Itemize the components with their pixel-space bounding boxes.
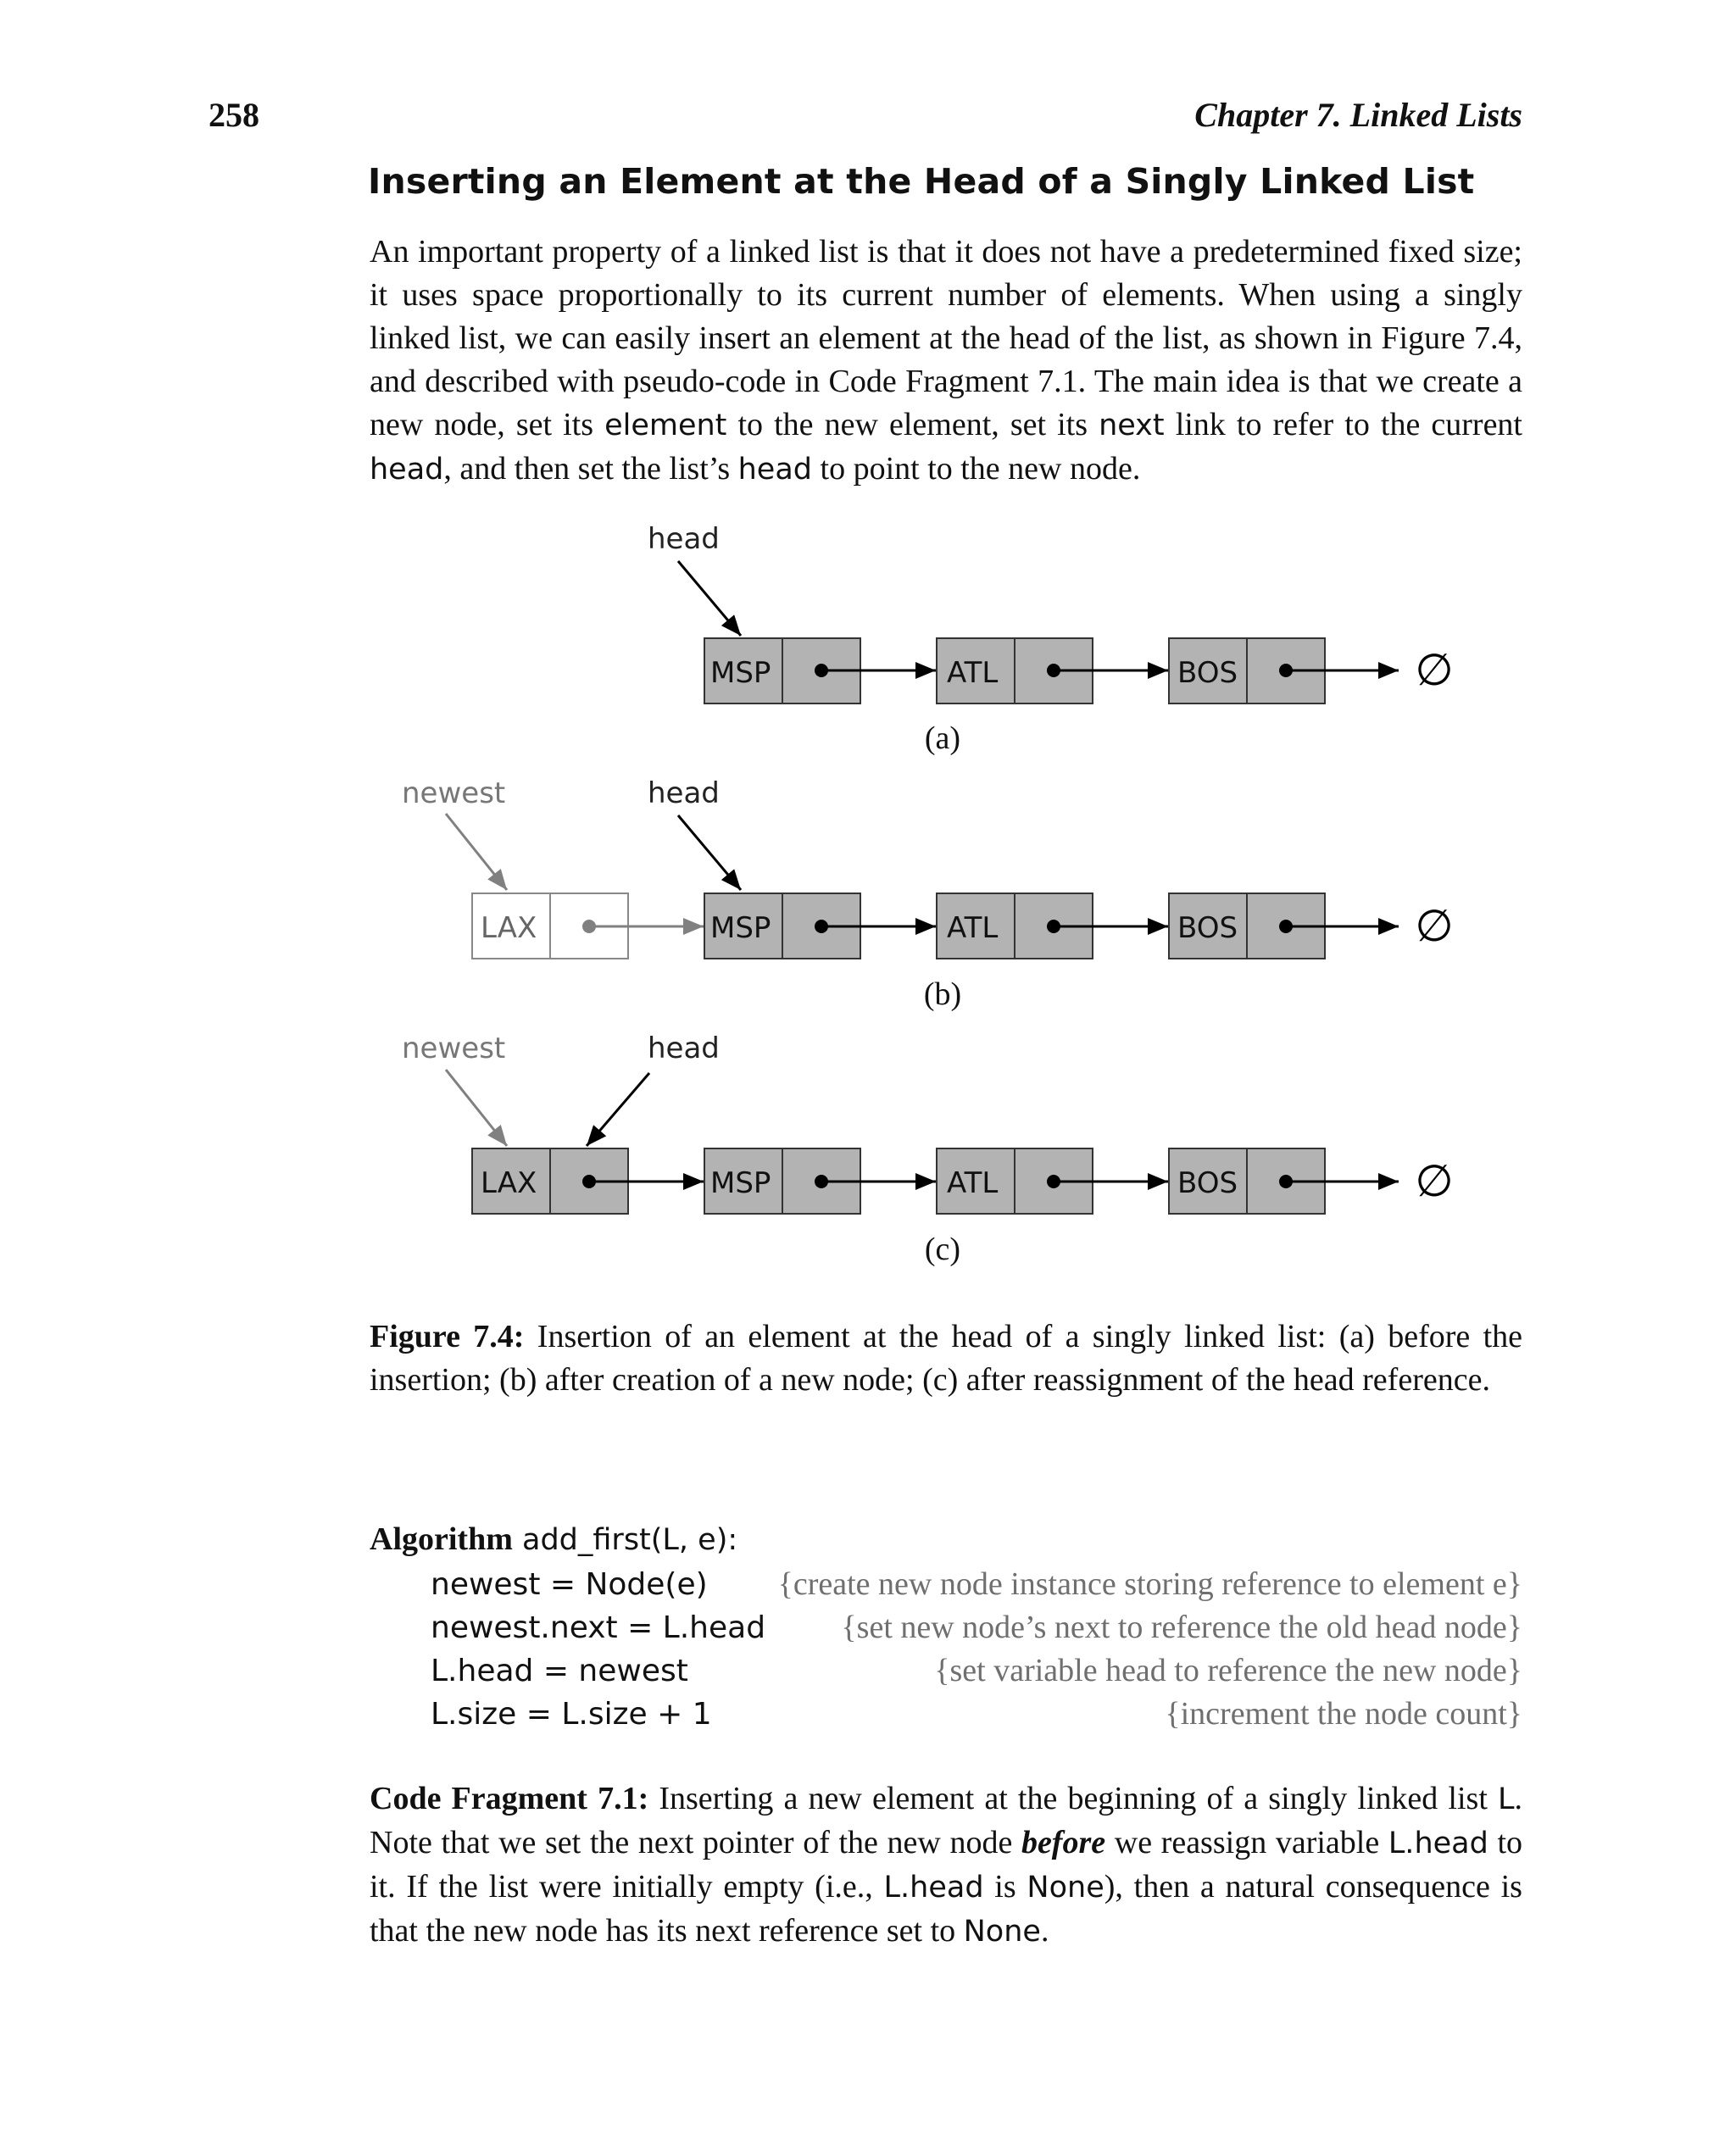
node-element-label: BOS	[1177, 911, 1238, 945]
algorithm-comment: {increment the node count}	[1165, 1696, 1522, 1732]
code-caption-keyword: L.head	[883, 1871, 984, 1905]
algorithm-block	[370, 1515, 1522, 1732]
panel-a	[648, 522, 1454, 756]
newest-label: newest	[402, 1032, 506, 1065]
panel-c	[402, 1032, 1454, 1267]
algorithm-line	[431, 1606, 1522, 1649]
code-caption-text: . Note that we set the next pointer of the new node	[370, 1781, 1522, 1860]
code-caption-keyword: L.head	[1388, 1827, 1488, 1860]
code-caption-keyword: None	[1027, 1871, 1104, 1905]
keyword-element: element	[604, 409, 727, 442]
algorithm-code: L.size = L.size + 1	[431, 1697, 712, 1732]
section-title: Inserting an Element at the Head of a Singly Linked List	[368, 161, 1475, 202]
figure-caption-text: Insertion of an element at the head of a singly linked list: (a) before the insertion; (b) after creation of a new node; (c) after reassignment of the head reference.	[370, 1319, 1523, 1398]
code-caption-text: to it. If the list were initially empty (i.e.,	[370, 1825, 1523, 1905]
algorithm-comment: {set new node’s next to reference the old head node}	[841, 1610, 1522, 1645]
newest-pointer	[446, 1070, 507, 1146]
code-caption-text: is	[983, 1869, 1027, 1905]
panel-label: (b)	[923, 976, 962, 1012]
intro-text: , and then set the list’s	[443, 451, 738, 487]
newest-label: newest	[402, 776, 506, 810]
code-caption-text: .	[1040, 1913, 1049, 1949]
node-element-label: MSP	[710, 656, 771, 690]
node-element-label: BOS	[1177, 656, 1238, 690]
page-number: 258	[209, 96, 259, 134]
figure-caption-label: Figure 7.4:	[370, 1319, 525, 1354]
null-symbol: ∅	[1415, 901, 1454, 952]
panel-b	[402, 776, 1454, 1012]
head-label: head	[648, 1032, 720, 1065]
head-label: head	[648, 776, 720, 810]
algorithm-code: newest.next = L.head	[431, 1610, 766, 1645]
algorithm-comment: {create new node instance storing reference to element e}	[777, 1566, 1522, 1602]
algorithm-comment: {set variable head to reference the new node}	[934, 1653, 1522, 1688]
keyword-next: next	[1099, 409, 1165, 442]
keyword-head: head	[737, 453, 813, 487]
code-caption-text: we reassign variable	[1105, 1825, 1388, 1860]
keyword-head: head	[370, 453, 444, 487]
algorithm-line	[431, 1649, 1522, 1693]
null-symbol: ∅	[1415, 1156, 1454, 1207]
intro-text: An important property of a linked list is that it does not have a predetermined fixed size; it uses space proportionally to its current number of elements. When using a singly linked list, we can easily insert an element at the head of the list, as shown in Figure 7.4, and described with pseudo-code in Code Fragment 7.1. The main idea is that we create a new node, set its	[370, 234, 1522, 442]
panel-label: (c)	[924, 1232, 961, 1267]
code-caption-text: Inserting a new element at the beginning of a singly linked list	[648, 1781, 1498, 1816]
node-element-label: BOS	[1177, 1166, 1238, 1200]
panel-label: (a)	[924, 720, 961, 756]
algorithm-line	[431, 1563, 1522, 1606]
head-pointer	[678, 815, 741, 890]
algorithm-signature: add_first(L, e):	[512, 1523, 738, 1557]
newest-pointer	[446, 814, 507, 890]
node-element-label: ATL	[947, 911, 999, 945]
code-caption-emphasis: before	[1021, 1825, 1106, 1860]
node-element-label: LAX	[481, 1166, 537, 1200]
chapter-title: Chapter 7. Linked Lists	[1194, 96, 1522, 134]
algorithm-code: L.head = newest	[431, 1654, 688, 1688]
figure-caption	[370, 1315, 1522, 1402]
node-element-label: MSP	[710, 911, 771, 945]
null-symbol: ∅	[1415, 645, 1454, 696]
code-caption-keyword: None	[963, 1915, 1041, 1949]
algorithm-header	[370, 1515, 1522, 1563]
linked-list-figure	[0, 509, 1736, 1288]
algorithm-line	[431, 1693, 1522, 1736]
code-fragment-caption	[370, 1777, 1522, 1954]
code-caption-text: ), then a natural consequence is that the new node has its next reference set to	[370, 1869, 1522, 1949]
intro-text: to the new element, set its	[726, 407, 1099, 442]
node-element-label: ATL	[947, 1166, 999, 1200]
node-element-label: LAX	[481, 911, 537, 945]
head-pointer	[587, 1073, 649, 1146]
head-label: head	[648, 522, 720, 556]
algorithm-code: newest = Node(e)	[431, 1567, 708, 1602]
head-pointer	[678, 561, 741, 636]
intro-paragraph	[370, 231, 1522, 492]
intro-text: to point to the new node.	[812, 451, 1141, 487]
code-caption-keyword: L	[1498, 1782, 1515, 1816]
intro-text: link to refer to the current	[1164, 407, 1522, 442]
code-caption-label: Code Fragment 7.1:	[370, 1781, 649, 1816]
algorithm-keyword: Algorithm	[370, 1521, 513, 1557]
node-element-label: MSP	[710, 1166, 771, 1200]
node-element-label: ATL	[947, 656, 999, 690]
running-head	[209, 95, 1522, 146]
